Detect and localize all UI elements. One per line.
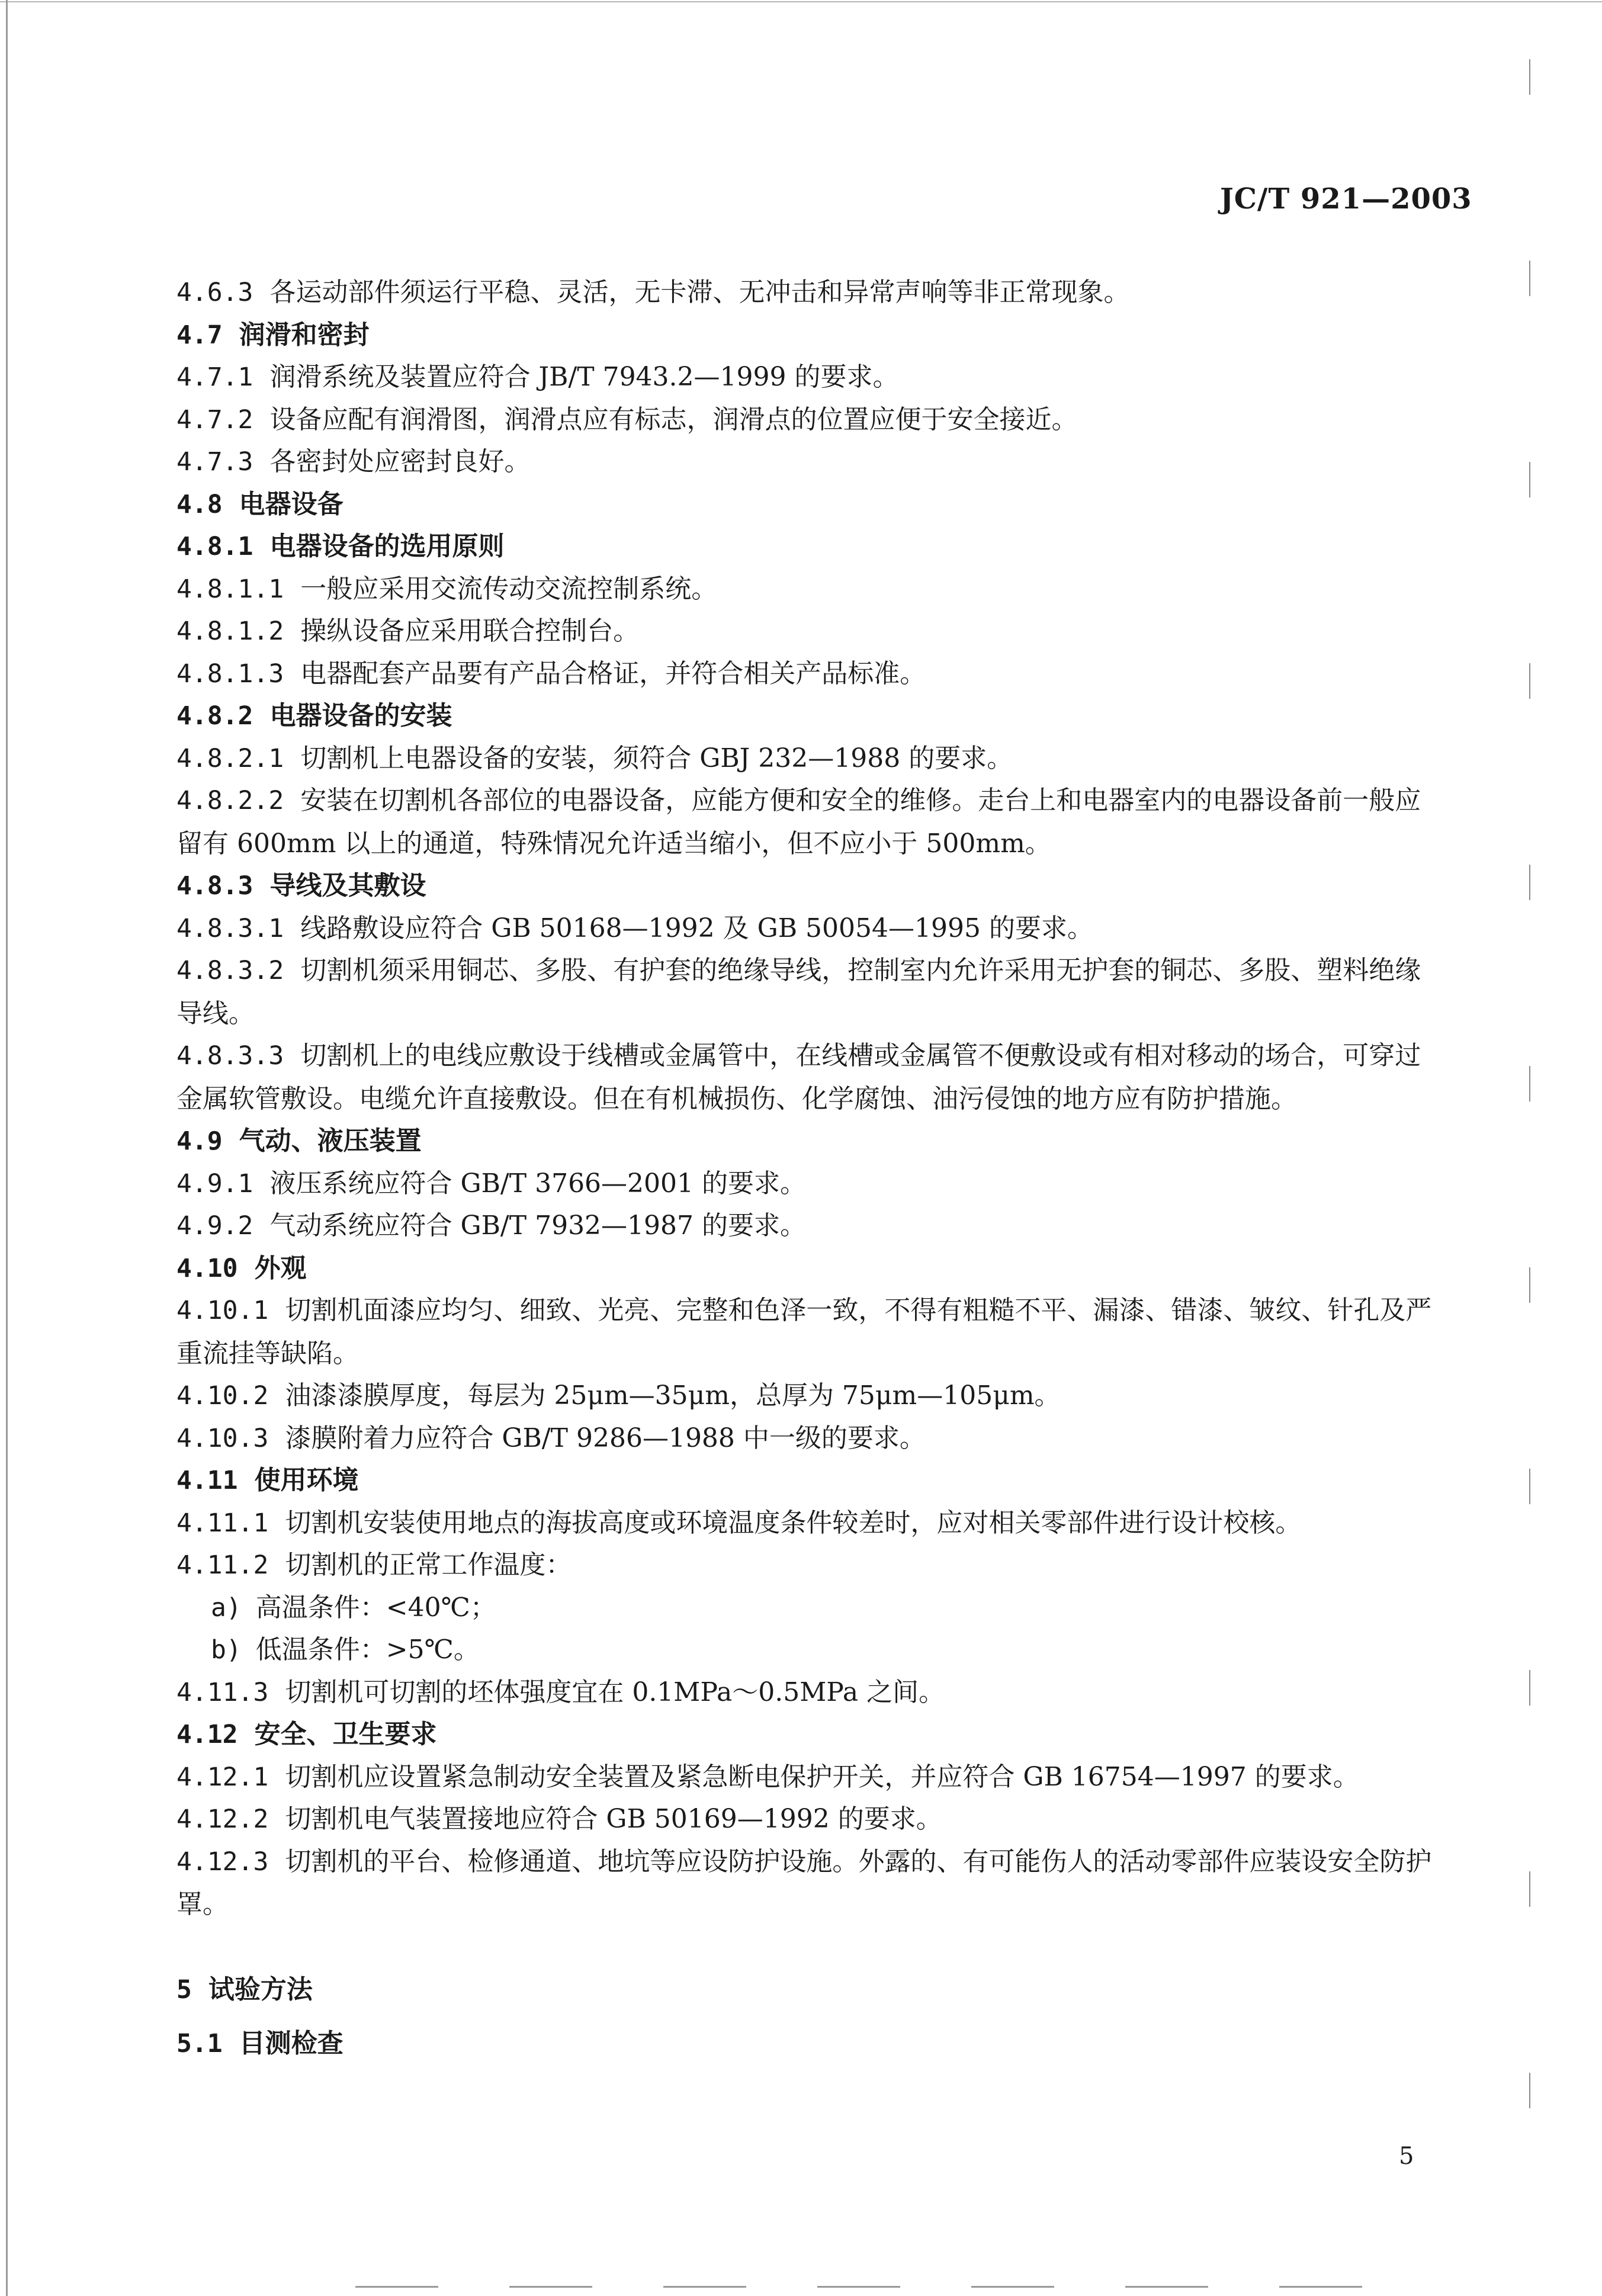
clause-text: 切割机的平台、检修通道、地坑等应设防护设施。外露的、有可能伤人的活动零部件应装设安全防护罩。 bbox=[176, 1846, 1432, 1919]
clause-4-12-1 bbox=[176, 1756, 1438, 1799]
clause-4-11-3 bbox=[176, 1671, 1438, 1714]
clause-4-11-2 bbox=[176, 1544, 1438, 1587]
clause-number: 4.12.3 bbox=[176, 1847, 269, 1877]
clause-text: 切割机上电器设备的安装，须符合 GBJ 232—1988 的要求。 bbox=[300, 743, 1013, 773]
clause-text: 漆膜附着力应符合 GB/T 9286—1988 中一级的要求。 bbox=[285, 1422, 926, 1453]
clause-text: 切割机电气装置接地应符合 GB 50169—1992 的要求。 bbox=[285, 1804, 942, 1834]
clause-number: 4.12.1 bbox=[176, 1762, 269, 1792]
clause-number: 4.10.2 bbox=[176, 1381, 269, 1411]
clause-4-8-2-2 bbox=[176, 779, 1438, 865]
clause-text: 电器设备 bbox=[239, 489, 343, 519]
clause-number: 4.8.3.2 bbox=[176, 956, 284, 985]
heading-4-8-2 bbox=[176, 695, 1438, 737]
clause-text: 油漆漆膜厚度，每层为 25μm—35μm，总厚为 75μm—105μm。 bbox=[285, 1380, 1061, 1411]
heading-4-8-1 bbox=[176, 525, 1438, 568]
clause-4-10-3 bbox=[176, 1417, 1438, 1460]
clause-text: 使用环境 bbox=[254, 1465, 359, 1495]
list-marker: a) bbox=[211, 1592, 242, 1623]
clause-number: 4.7.2 bbox=[176, 404, 253, 435]
clause-text: 导线及其敷设 bbox=[269, 871, 426, 901]
clause-text: 切割机应设置紧急制动安全装置及紧急断电保护开关，并应符合 GB 16754—1997 的要求。 bbox=[285, 1761, 1359, 1792]
clause-4-9-1 bbox=[176, 1163, 1438, 1205]
scan-edge-left bbox=[6, 0, 8, 2296]
clause-text: 安全、卫生要求 bbox=[254, 1719, 437, 1749]
clause-text: 各密封处应密封良好。 bbox=[269, 447, 531, 477]
clause-text: 电器设备的选用原则 bbox=[269, 531, 505, 561]
clause-4-11-1 bbox=[176, 1502, 1438, 1544]
clause-text: 切割机上的电线应敷设于线槽或金属管中，在线槽或金属管不便敷设或有相对移动的场合，可穿过金属软管敷设。电缆允许直接敷设。但在有机械损伤、化学腐蚀、油污侵蚀的地方应有防护措施。 bbox=[176, 1041, 1421, 1114]
clause-number: 4.8 bbox=[176, 489, 223, 519]
clause-number: 4.7.1 bbox=[176, 362, 253, 392]
heading-4-12 bbox=[176, 1713, 1438, 1756]
clause-number: 4.10 bbox=[176, 1253, 238, 1283]
page-number: 5 bbox=[1399, 2143, 1414, 2170]
clause-number: 5.1 bbox=[176, 2029, 223, 2059]
clause-text: 切割机的正常工作温度： bbox=[285, 1550, 572, 1580]
clause-text: 液压系统应符合 GB/T 3766—2001 的要求。 bbox=[269, 1168, 807, 1199]
clause-number: 4.7 bbox=[176, 320, 223, 350]
section-gap bbox=[176, 2011, 1438, 2022]
clause-number: 4.10.3 bbox=[176, 1423, 269, 1453]
clause-4-7-2 bbox=[176, 399, 1438, 441]
clause-number: 4.9.2 bbox=[176, 1211, 253, 1241]
clause-number: 4.8.1.3 bbox=[176, 659, 284, 689]
clause-text: 外观 bbox=[254, 1253, 307, 1283]
clause-text: 电器设备的安装 bbox=[269, 701, 452, 731]
list-item-text: 低温条件：>5℃。 bbox=[255, 1635, 480, 1665]
clause-text: 设备应配有润滑图，润滑点应有标志，润滑点的位置应便于安全接近。 bbox=[269, 404, 1078, 435]
clause-4-10-2 bbox=[176, 1375, 1438, 1417]
clause-4-6-3 bbox=[176, 271, 1438, 314]
clause-number: 4.8.2.2 bbox=[176, 786, 284, 815]
clause-number: 4.12.2 bbox=[176, 1804, 269, 1834]
list-marker: b) bbox=[211, 1635, 242, 1665]
clause-4-8-3-1 bbox=[176, 907, 1438, 950]
heading-4-8 bbox=[176, 483, 1438, 526]
clause-text: 目测检查 bbox=[239, 2028, 343, 2059]
heading-4-11 bbox=[176, 1459, 1438, 1502]
clause-number: 4.9 bbox=[176, 1126, 223, 1156]
clause-4-8-1-1 bbox=[176, 568, 1438, 611]
heading-5-1 bbox=[176, 2022, 1438, 2065]
clause-number: 4.8.3.3 bbox=[176, 1041, 284, 1071]
clause-text: 一般应采用交流传动交流控制系统。 bbox=[300, 573, 718, 604]
heading-5 bbox=[176, 1969, 1438, 2011]
heading-4-8-3 bbox=[176, 865, 1438, 907]
heading-4-10 bbox=[176, 1247, 1438, 1290]
clause-4-12-3 bbox=[176, 1841, 1438, 1926]
section-number: 5 bbox=[176, 1974, 192, 2005]
clause-4-8-1-3 bbox=[176, 653, 1438, 695]
clause-text: 润滑和密封 bbox=[239, 319, 370, 350]
clause-number: 4.8.1.1 bbox=[176, 574, 284, 604]
clause-text: 切割机须采用铜芯、多股、有护套的绝缘导线，控制室内允许采用无护套的铜芯、多股、塑料绝缘导线。 bbox=[176, 955, 1421, 1029]
scan-edge-bottom bbox=[355, 2286, 1421, 2288]
heading-4-7 bbox=[176, 314, 1438, 357]
clause-4-7-3 bbox=[176, 441, 1438, 483]
clause-number: 4.6.3 bbox=[176, 278, 253, 307]
clause-text: 操纵设备应采用联合控制台。 bbox=[300, 616, 640, 646]
clause-text: 气动、液压装置 bbox=[239, 1126, 422, 1156]
clause-number: 4.8.1.2 bbox=[176, 616, 284, 646]
clause-text: 气动系统应符合 GB/T 7932—1987 的要求。 bbox=[269, 1210, 807, 1241]
clause-number: 4.8.2.1 bbox=[176, 743, 284, 773]
clause-text: 切割机安装使用地点的海拔高度或环境温度条件较差时，应对相关零部件进行设计校核。 bbox=[285, 1507, 1302, 1538]
clause-number: 4.8.2 bbox=[176, 701, 253, 731]
scan-edge-right bbox=[1529, 59, 1530, 2191]
clause-text: 润滑系统及装置应符合 JB/T 7943.2—1999 的要求。 bbox=[269, 362, 899, 392]
clause-number: 4.11.1 bbox=[176, 1508, 269, 1538]
clause-number: 4.11 bbox=[176, 1466, 238, 1495]
standard-code-header: JC/T 921—2003 bbox=[1220, 182, 1472, 216]
clause-text: 电器配套产品要有产品合格证，并符合相关产品标准。 bbox=[300, 658, 926, 689]
clause-number: 4.11.2 bbox=[176, 1550, 269, 1580]
clause-number: 4.8.3.1 bbox=[176, 913, 284, 943]
list-item-text: 高温条件：<40℃； bbox=[255, 1592, 496, 1623]
clause-number: 4.10.1 bbox=[176, 1296, 269, 1325]
clause-number: 4.8.1 bbox=[176, 532, 253, 561]
clause-text: 切割机面漆应均匀、细致、光亮、完整和色泽一致，不得有粗糙不平、漏漆、错漆、皱纹、针孔及严重流挂等缺陷。 bbox=[176, 1295, 1432, 1369]
clause-4-7-1 bbox=[176, 356, 1438, 399]
clause-number: 4.8.3 bbox=[176, 871, 253, 901]
section-title: 试验方法 bbox=[208, 1974, 313, 2005]
scan-edge-top bbox=[0, 1, 1602, 2]
clause-text: 线路敷设应符合 GB 50168—1992 及 GB 50054—1995 的要求。 bbox=[300, 913, 1093, 943]
list-item-a bbox=[176, 1587, 1438, 1629]
document-body bbox=[176, 271, 1438, 2065]
clause-number: 4.12 bbox=[176, 1720, 238, 1749]
clause-number: 4.7.3 bbox=[176, 447, 253, 477]
clause-number: 4.9.1 bbox=[176, 1168, 253, 1199]
clause-4-8-3-3 bbox=[176, 1035, 1438, 1120]
clause-4-8-2-1 bbox=[176, 737, 1438, 780]
clause-4-8-3-2 bbox=[176, 949, 1438, 1035]
clause-4-12-2 bbox=[176, 1798, 1438, 1841]
list-item-b bbox=[176, 1629, 1438, 1671]
clause-4-9-2 bbox=[176, 1205, 1438, 1247]
heading-4-9 bbox=[176, 1120, 1438, 1163]
clause-text: 切割机可切割的坯体强度宜在 0.1MPa～0.5MPa 之间。 bbox=[285, 1677, 945, 1707]
clause-text: 安装在切割机各部位的电器设备，应能方便和安全的维修。走台上和电器室内的电器设备前一般应留有 600mm 以上的通道，特殊情况允许适当缩小，但不应小于 500mm。 bbox=[176, 785, 1421, 859]
clause-4-10-1 bbox=[176, 1289, 1438, 1375]
clause-number: 4.11.3 bbox=[176, 1677, 269, 1707]
section-gap bbox=[176, 1926, 1438, 1969]
clause-text: 各运动部件须运行平稳、灵活，无卡滞、无冲击和异常声响等非正常现象。 bbox=[269, 277, 1130, 307]
clause-4-8-1-2 bbox=[176, 610, 1438, 653]
